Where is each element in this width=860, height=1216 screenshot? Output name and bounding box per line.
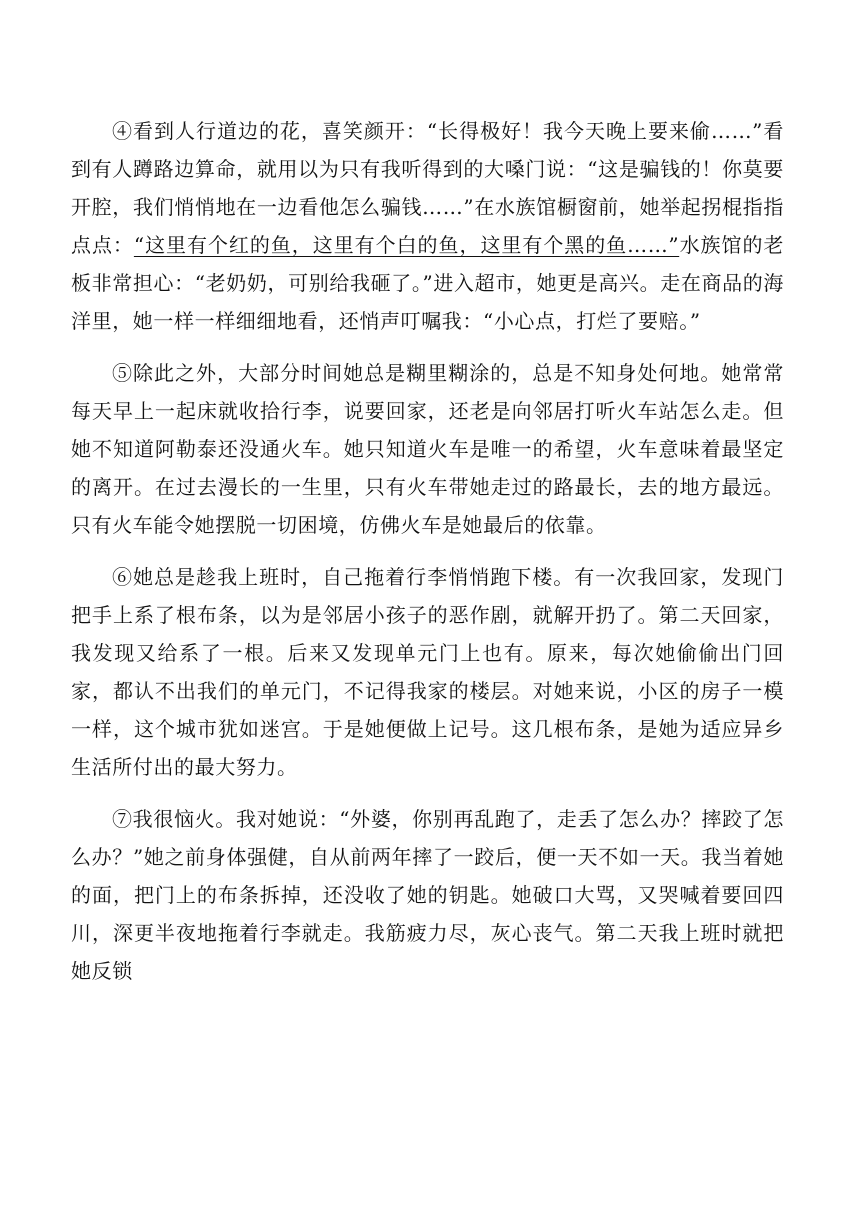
document-page <box>71 112 784 1004</box>
paragraph-6-text: ⑥她总是趁我上班时，自己拖着行李悄悄跑下楼。有一次我回家，发现门把手上系了根布条，以为是邻居小孩子的恶作剧，就解开扔了。第二天回家，我发现又给系了一根。后来又发现单元门上也有。原来，每次她偷偷出门回家，都认不出我们的单元门，不记得我家的楼层。对她来说，小区的房子一模一样，这个城市犹如迷宫。于是她便做上记号。这几根布条，是她为适应异乡生活所付出的最大努力。 <box>71 565 784 779</box>
paragraph-5 <box>71 354 784 544</box>
paragraph-7-text: ⑦我很恼火。我对她说：“外婆，你别再乱跑了，走丢了怎么办？摔跤了怎么办？”她之前身体强健，自从前两年摔了一跤后，便一天不如一天。我当着她的面，把门上的布条拆掉，还没收了她的钥匙。她破口大骂，又哭喊着要回四川，深更半夜地拖着行李就走。我筋疲力尽，灰心丧气。第二天我上班时就把她反锁 <box>71 807 784 983</box>
paragraph-5-text: ⑤除此之外，大部分时间她总是糊里糊涂的，总是不知身处何地。她常常每天早上一起床就收拾行李，说要回家，还老是向邻居打听火车站怎么走。但她不知道阿勒泰还没通火车。她只知道火车是唯一的希望，火车意味着最坚定的离开。在过去漫长的一生里，只有火车带她走过的路最长，去的地方最远。只有火车能令她摆脱一切困境，仿佛火车是她最后的依靠。 <box>71 361 784 537</box>
paragraph-4-text-2: 水族馆的老板非常担心：“老奶奶，可别给我砸了。”进入超市，她更是高兴。走在商品的海洋里，她一样一样细细地看，还悄声叮嘱我：“小心点，打烂了要赔。” <box>71 233 785 333</box>
paragraph-6 <box>71 558 784 786</box>
paragraph-7 <box>71 800 784 990</box>
paragraph-4-underlined-quote: “这里有个红的鱼，这里有个白的鱼，这里有个黑的鱼……” <box>133 233 680 257</box>
paragraph-4 <box>71 112 784 340</box>
paragraph-4-text-1: ④看到人行道边的花，喜笑颜开：“长得极好！我今天晚上要来偷……”看到有人蹲路边算命，就用以为只有我听得到的大嗓门说：“这是骗钱的！你莫要开腔，我们悄悄地在一边看他怎么骗钱……”在水族馆橱窗前，她举起拐棍指指点点： <box>71 119 784 257</box>
